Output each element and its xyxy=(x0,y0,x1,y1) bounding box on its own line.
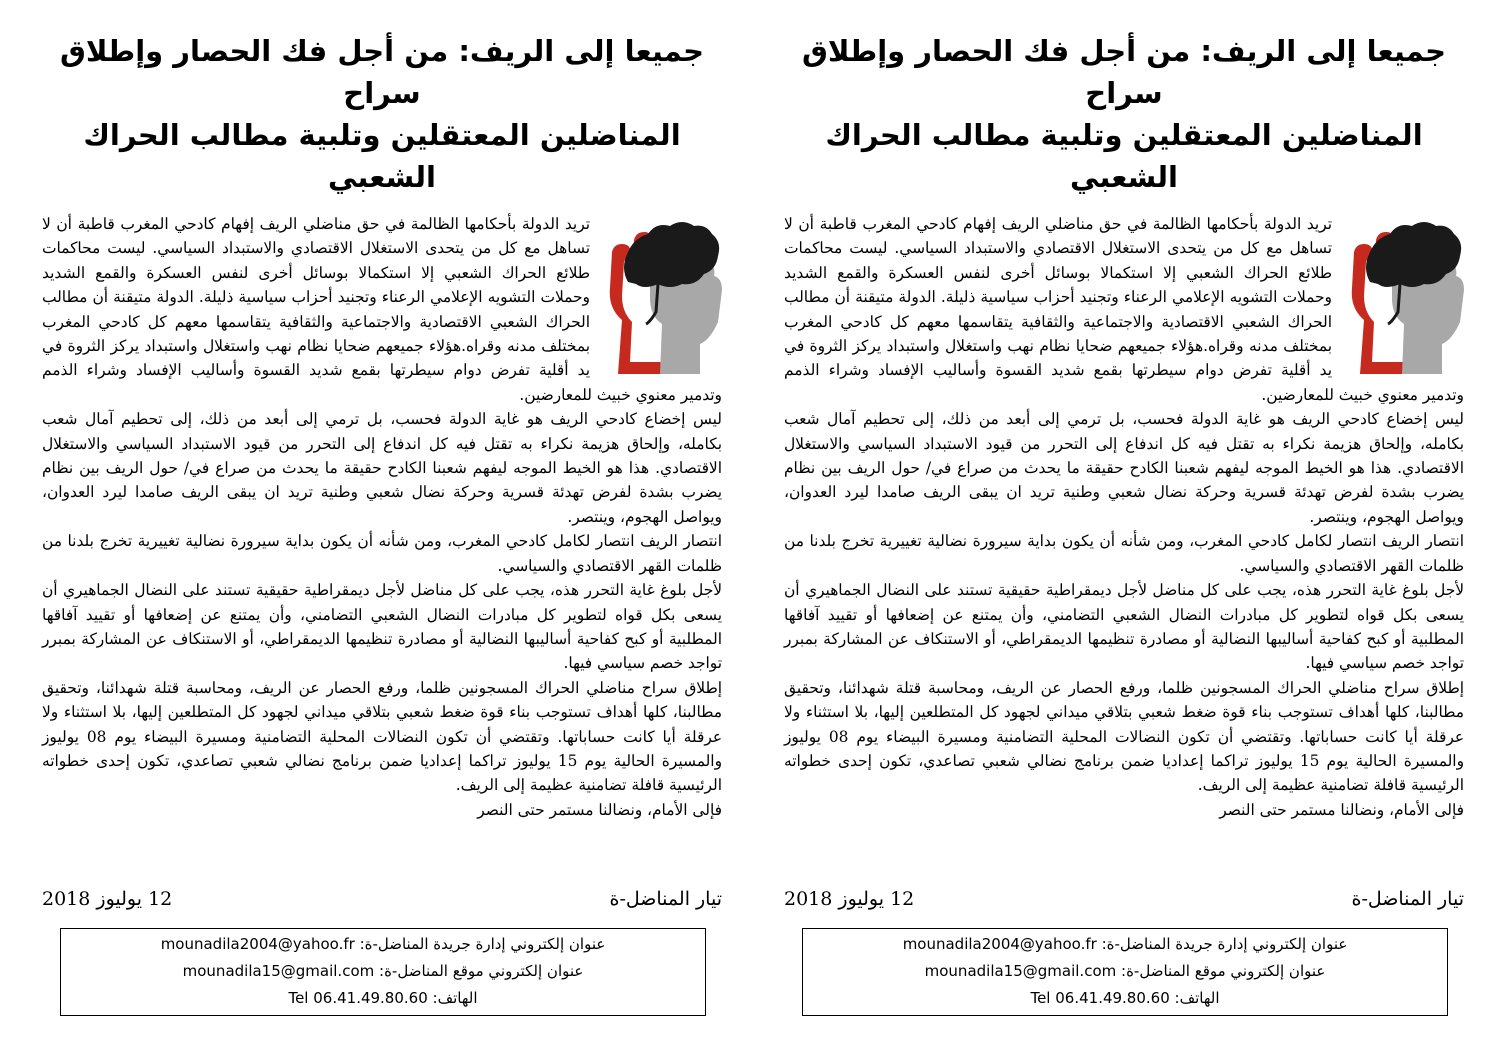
article-body xyxy=(784,212,1464,822)
contact-email-newspaper: عنوان إلكتروني إدارة جريدة المناضل-ة: mounadila2004@yahoo.fr xyxy=(160,935,606,953)
paragraph-2: ليس إخضاع كادحي الريف هو غاية الدولة فحسب، بل ترمي إلى أبعد من ذلك، إلى تحطيم آمال شعب بكامله، وإلحاق هزيمة نكراء به تقتل فيه كل اندفاع إلى التحرر من قيود الاستبداد السياسي والاستغلال الاقتصادي. هذا هو الخيط الموجه ليفهم شعبنا الكادح حقيقة ما يحدث من صراع في/ حول الريف بين نظام يضرب بشدة لفرض تهدئة قسرية وحركة نضال شعبي وطنية تريد ان يبقى الريف صامدا ليرد العدوان، ويواصل الهجوم، وينتصر. xyxy=(42,410,722,526)
headline-line-1: جميعا إلى الريف: من أجل فك الحصار وإطلاق سراح xyxy=(59,34,705,110)
paragraph-1: تريد الدولة بأحكامها الظالمة في حق مناضلي الريف إفهام كادحي المغرب قاطبة أن لا تساهل مع كل من يتحدى الاستغلال الاقتصادي والاستبداد السياسي. ليست محاكمات طلائع الحراك الشعبي إلا استكمالا بوسائل أخرى لنفس العسكرة والقمع الشديد وحملات التشويه الإعلامي الرعناء وتجنيد أحزاب سياسية ذليلة. الدولة متيقنة أن مطالب الحراك الشعبي الاقتصادية والاجتماعية والثقافية يتقاسمها معهم كل كادحي المغرب بمختلف مدنه وقراه.هؤلاء جميعهم ضحايا نظام نهب واستغلال واستبداد يركز الثروة في يد أقلية تفرض دوام سيطرتها بقمع شديد القسوة وأساليب الإفساد وشراء الذمم وتدمير معنوي خبيث للمعارضين. xyxy=(42,215,722,404)
leaflet-left xyxy=(42,30,722,1040)
headline xyxy=(42,30,722,198)
contact-box xyxy=(802,928,1448,1016)
paragraph-3: انتصار الريف انتصار لكامل كادحي المغرب، ومن شأنه أن يكون بداية سيرورة نضالية تغييرية تخرج بلدنا من ظلمات القهر الاقتصادي والسياسي. xyxy=(784,532,1464,575)
contact-phone: الهاتف: Tel 06.41.49.80.60 xyxy=(1030,989,1220,1007)
contact-email-website: عنوان إلكتروني موقع المناضل-ة: mounadila15@gmail.com xyxy=(182,962,584,980)
signature-org: تيار المناضل-ة xyxy=(609,888,722,910)
raised-fists-icon xyxy=(600,212,728,374)
contact-phone: الهاتف: Tel 06.41.49.80.60 xyxy=(288,989,478,1007)
contact-box xyxy=(60,928,706,1016)
headline xyxy=(784,30,1464,198)
signature-date: 12 يوليوز 2018 xyxy=(784,888,915,910)
contact-email-newspaper: عنوان إلكتروني إدارة جريدة المناضل-ة: mounadila2004@yahoo.fr xyxy=(902,935,1348,953)
paragraph-2: ليس إخضاع كادحي الريف هو غاية الدولة فحسب، بل ترمي إلى أبعد من ذلك، إلى تحطيم آمال شعب بكامله، وإلحاق هزيمة نكراء به تقتل فيه كل اندفاع إلى التحرر من قيود الاستبداد السياسي والاستغلال الاقتصادي. هذا هو الخيط الموجه ليفهم شعبنا الكادح حقيقة ما يحدث من صراع في/ حول الريف بين نظام يضرب بشدة لفرض تهدئة قسرية وحركة نضال شعبي وطنية تريد ان يبقى الريف صامدا ليرد العدوان، ويواصل الهجوم، وينتصر. xyxy=(784,410,1464,526)
paragraph-3: انتصار الريف انتصار لكامل كادحي المغرب، ومن شأنه أن يكون بداية سيرورة نضالية تغييرية تخرج بلدنا من ظلمات القهر الاقتصادي والسياسي. xyxy=(42,532,722,575)
headline-line-1: جميعا إلى الريف: من أجل فك الحصار وإطلاق سراح xyxy=(801,34,1447,110)
headline-line-2: المناضلين المعتقلين وتلبية مطالب الحراك الشعبي xyxy=(83,118,681,194)
article-body xyxy=(42,212,722,822)
signature xyxy=(784,888,1464,910)
paragraph-6: فإلى الأمام، ونضالنا مستمر حتى النصر xyxy=(1219,800,1464,819)
headline-line-2: المناضلين المعتقلين وتلبية مطالب الحراك الشعبي xyxy=(825,118,1423,194)
contact-email-website: عنوان إلكتروني موقع المناضل-ة: mounadila15@gmail.com xyxy=(924,962,1326,980)
paragraph-4: لأجل بلوغ غاية التحرر هذه، يجب على كل مناضل لأجل ديمقراطية حقيقية تستند على النضال الجماهيري أن يسعى بكل قواه لتطوير كل مبادرات النضال الشعبي التضامني، وأن يمتنع عن إضعافها أو تقييد آفاقها المطلبية أو كبح كفاحية أساليبها النضالية أو مصادرة تنظيمها الديمقراطي، أو الاستنكاف عن المشاركة بمبرر تواجد خصم سياسي فيها. xyxy=(42,581,722,673)
paragraph-5: إطلاق سراح مناضلي الحراك المسجونين ظلما، ورفع الحصار عن الريف، ومحاسبة قتلة شهدائنا، وتحقيق مطالبنا، كلها أهداف تستوجب بناء قوة ضغط شعبي بتلاقي ميداني لجهود كل المتطلعين إليها، بلا استثناء ولا عرقلة أيا كانت حساباتها. وتقتضي أن تكون النضالات المحلية التضامنية ومسيرة البيضاء يوم 08 يوليوز والمسيرة الحالية يوم 15 يوليوز تراكما إعداديا ضمن برنامج نضالي شعبي تصاعدي، تكون إحدى خطواته الرئيسية قافلة تضامنية عظيمة إلى الريف. xyxy=(42,678,723,795)
leaflet-right xyxy=(784,30,1464,1040)
raised-fists-icon xyxy=(1342,212,1470,374)
paragraph-5: إطلاق سراح مناضلي الحراك المسجونين ظلما، ورفع الحصار عن الريف، ومحاسبة قتلة شهدائنا، وتحقيق مطالبنا، كلها أهداف تستوجب بناء قوة ضغط شعبي بتلاقي ميداني لجهود كل المتطلعين إليها، بلا استثناء ولا عرقلة أيا كانت حساباتها. وتقتضي أن تكون النضالات المحلية التضامنية ومسيرة البيضاء يوم 08 يوليوز والمسيرة الحالية يوم 15 يوليوز تراكما إعداديا ضمن برنامج نضالي شعبي تصاعدي، تكون إحدى خطواته الرئيسية قافلة تضامنية عظيمة إلى الريف. xyxy=(784,678,1465,795)
paragraph-4: لأجل بلوغ غاية التحرر هذه، يجب على كل مناضل لأجل ديمقراطية حقيقية تستند على النضال الجماهيري أن يسعى بكل قواه لتطوير كل مبادرات النضال الشعبي التضامني، وأن يمتنع عن إضعافها أو تقييد آفاقها المطلبية أو كبح كفاحية أساليبها النضالية أو مصادرة تنظيمها الديمقراطي، أو الاستنكاف عن المشاركة بمبرر تواجد خصم سياسي فيها. xyxy=(784,581,1464,673)
signature xyxy=(42,888,722,910)
signature-date: 12 يوليوز 2018 xyxy=(42,888,173,910)
paragraph-1: تريد الدولة بأحكامها الظالمة في حق مناضلي الريف إفهام كادحي المغرب قاطبة أن لا تساهل مع كل من يتحدى الاستغلال الاقتصادي والاستبداد السياسي. ليست محاكمات طلائع الحراك الشعبي إلا استكمالا بوسائل أخرى لنفس العسكرة والقمع الشديد وحملات التشويه الإعلامي الرعناء وتجنيد أحزاب سياسية ذليلة. الدولة متيقنة أن مطالب الحراك الشعبي الاقتصادية والاجتماعية والثقافية يتقاسمها معهم كل كادحي المغرب بمختلف مدنه وقراه.هؤلاء جميعهم ضحايا نظام نهب واستغلال واستبداد يركز الثروة في يد أقلية تفرض دوام سيطرتها بقمع شديد القسوة وأساليب الإفساد وشراء الذمم وتدمير معنوي خبيث للمعارضين. xyxy=(784,215,1464,404)
paragraph-6: فإلى الأمام، ونضالنا مستمر حتى النصر xyxy=(477,800,722,819)
signature-org: تيار المناضل-ة xyxy=(1351,888,1464,910)
